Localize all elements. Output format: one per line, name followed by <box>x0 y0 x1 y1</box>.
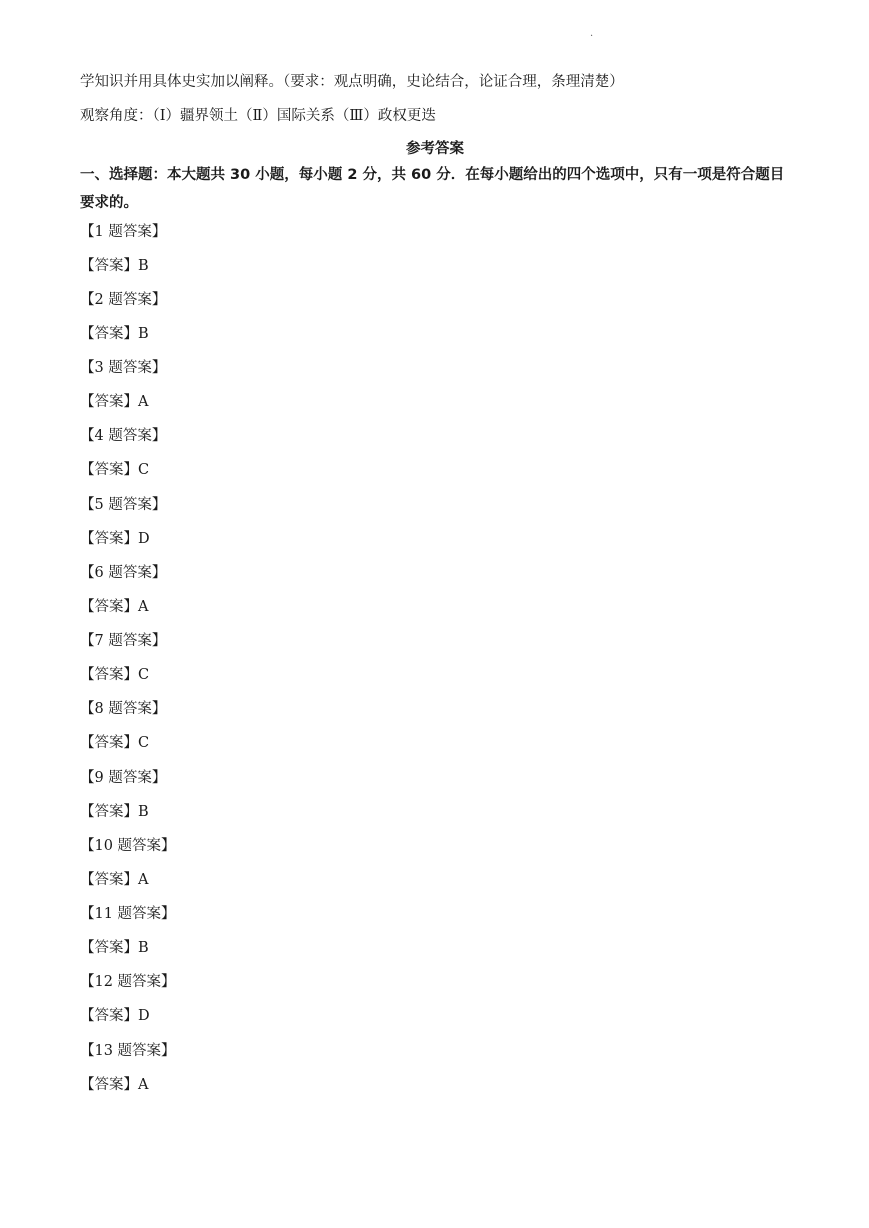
question-label: 【11 题答案】 <box>80 906 176 922</box>
answer-label: 【答案】A <box>80 394 149 410</box>
answer-label: 【答案】C <box>80 735 150 751</box>
section-heading-multiple-choice: 一、选择题：本大题共 30 小题，每小题 2 分，共 60 分．在每小题给出的四个选项中，只有一项是符合题目要求的。 <box>80 167 785 211</box>
answer-label: 【答案】D <box>80 531 150 547</box>
answer-label: 【答案】C <box>80 462 150 478</box>
answer-label: 【答案】B <box>80 940 149 956</box>
question-label: 【1 题答案】 <box>80 224 167 240</box>
answer-label: 【答案】A <box>80 872 149 888</box>
question-label: 【5 题答案】 <box>80 497 167 513</box>
question-label: 【7 题答案】 <box>80 633 167 649</box>
intro-line-1: 学知识并用具体史实加以阐释。（要求：观点明确，史论结合，论证合理，条理清楚） <box>80 74 624 90</box>
header-dot-mark: · <box>590 31 594 42</box>
answer-label: 【答案】B <box>80 326 149 342</box>
answer-label: 【答案】A <box>80 1077 149 1093</box>
answer-key-title: 参考答案 <box>406 141 464 157</box>
answer-label: 【答案】B <box>80 804 149 820</box>
intro-line-2: 观察角度：（Ⅰ）疆界领土（Ⅱ）国际关系（Ⅲ）政权更迭 <box>80 108 436 124</box>
question-label: 【4 题答案】 <box>80 428 167 444</box>
question-label: 【10 题答案】 <box>80 838 176 854</box>
answer-label: 【答案】B <box>80 258 149 274</box>
question-label: 【8 题答案】 <box>80 701 167 717</box>
question-label: 【13 题答案】 <box>80 1043 176 1059</box>
question-label: 【2 题答案】 <box>80 292 167 308</box>
question-label: 【9 题答案】 <box>80 770 167 786</box>
answer-label: 【答案】D <box>80 1008 150 1024</box>
answer-label: 【答案】A <box>80 599 149 615</box>
question-label: 【6 题答案】 <box>80 565 167 581</box>
question-label: 【3 题答案】 <box>80 360 167 376</box>
answer-label: 【答案】C <box>80 667 150 683</box>
question-label: 【12 题答案】 <box>80 974 176 990</box>
